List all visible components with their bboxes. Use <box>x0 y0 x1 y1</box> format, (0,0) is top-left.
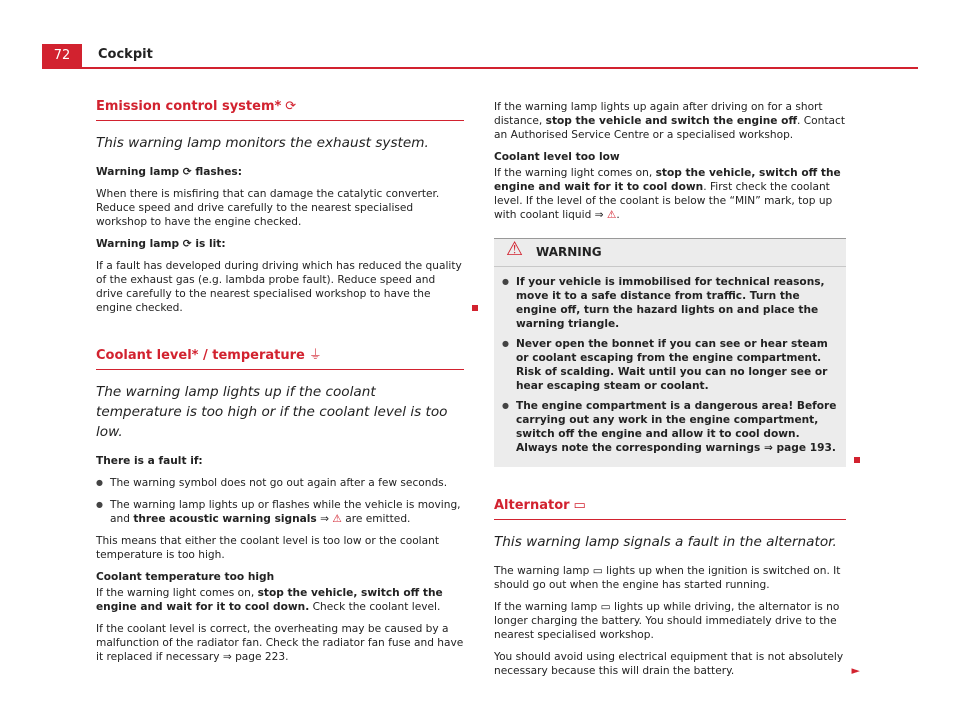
warning-header <box>494 239 846 267</box>
warning-box <box>494 238 846 467</box>
section-end-mark <box>472 305 478 311</box>
emission-lead: This warning lamp monitors the exhaust system. <box>96 135 429 151</box>
alternator-section-title: Alternator ▭ <box>494 497 846 520</box>
alternator-text-2: If the warning lamp ▭ lights up while driving, the alternator is no longer charging the battery. You should immediately drive to the nearest specialised workshop. <box>494 601 840 641</box>
left-column <box>96 98 464 672</box>
alternator-text-1: The warning lamp ▭ lights up when the ignition is switched on. It should go out when the engine has started running. <box>494 565 841 591</box>
alternator-text-3: You should avoid using electrical equipment that is not absolutely necessary because this will drain the battery. ► <box>494 651 860 677</box>
continued-arrow-icon: ► <box>851 664 860 677</box>
right-column <box>494 100 860 686</box>
alternator-lead: This warning lamp signals a fault in the alternator. <box>494 534 837 550</box>
coolant-temperature-icon: ⏚ <box>308 348 322 363</box>
section-end-mark <box>854 457 860 463</box>
emission-lamp-icon: ⟳ <box>285 99 297 114</box>
coolant-low-label: Coolant level too low <box>494 151 620 163</box>
battery-icon: ▭ <box>573 498 586 513</box>
coolant-means-text: This means that either the coolant level is too low or the coolant temperature is too high. <box>96 535 439 561</box>
warning-title: WARNING <box>536 245 602 259</box>
list-item: ● Never open the bonnet if you can see or hear steam or coolant escaping from the engine compartment. Risk of scalding. Wait until you can no longer see or hear escaping steam or coolant. <box>502 337 838 393</box>
chapter-title: Cockpit <box>98 47 153 62</box>
coolant-section-title: Coolant level* / temperature ⏚ <box>96 347 464 370</box>
emission-flashes-text: When there is misfiring that can damage the catalytic converter. Reduce speed and drive carefully to the nearest specialised workshop to have the engine checked. <box>96 188 440 228</box>
coolant-low-text: If the warning light comes on, stop the vehicle, switch off the engine and wait for it to cool down. First check the coolant level. If the level of the coolant is below the “MIN” mark, top up with coolant liquid ⇒ ⚠. <box>494 167 841 221</box>
page-number: 72 <box>42 44 82 68</box>
emission-lit-text: If a fault has developed during driving which has reduced the quality of the exhaust gas (e.g. lambda probe fault). Reduce speed and drive carefully to the nearest specialised workshop to have the engine checked. <box>96 259 464 315</box>
emission-lit-label: Warning lamp ⟳ is lit: <box>96 238 226 250</box>
list-item: ● The warning symbol does not go out again after a few seconds. <box>96 476 464 490</box>
coolant-lead: The warning lamp lights up if the coolant temperature is too high or if the coolant level is too low. <box>96 384 448 440</box>
emission-flashes-label: Warning lamp ⟳ flashes: <box>96 166 242 178</box>
coolant-continued-text: If the warning lamp lights up again after driving on for a short distance, stop the vehicle and switch the engine off. Contact an Authorised Service Centre or a specialised workshop. <box>494 101 845 141</box>
emission-lamp-icon: ⟳ <box>182 166 192 178</box>
battery-icon: ▭ <box>592 565 603 577</box>
list-item: ● The warning lamp lights up or flashes while the vehicle is moving, and three acoustic warning signals ⇒ ⚠ are emitted. <box>96 498 464 526</box>
warning-triangle-icon: ⚠ <box>506 238 524 260</box>
coolant-high-text: If the warning light comes on, stop the vehicle, switch off the engine and wait for it to cool down. Check the coolant level. <box>96 587 443 613</box>
warning-triangle-icon: ⚠ <box>606 209 617 221</box>
emission-section-title: Emission control system* ⟳ <box>96 98 464 121</box>
warning-triangle-icon: ⚠ <box>332 513 342 525</box>
emission-lamp-icon: ⟳ <box>182 238 192 250</box>
coolant-fan-text: If the coolant level is correct, the overheating may be caused by a malfunction of the radiator fan. Check the radiator fan fuse and have it replaced if necessary ⇒ page 223. <box>96 623 464 663</box>
list-item: ● If your vehicle is immobilised for technical reasons, move it to a safe distance from traffic. Turn the engine off, turn the hazard lights on and place the warning triangle. <box>502 275 838 331</box>
coolant-high-label: Coolant temperature too high <box>96 571 275 583</box>
coolant-fault-label: There is a fault if: <box>96 455 203 467</box>
header-rule <box>42 67 918 69</box>
battery-icon: ▭ <box>600 601 611 613</box>
list-item: ● The engine compartment is a dangerous area! Before carrying out any work in the engine compartment, switch off the engine and allow it to cool down. Always note the corresponding warnings ⇒ page 193. <box>502 399 838 455</box>
